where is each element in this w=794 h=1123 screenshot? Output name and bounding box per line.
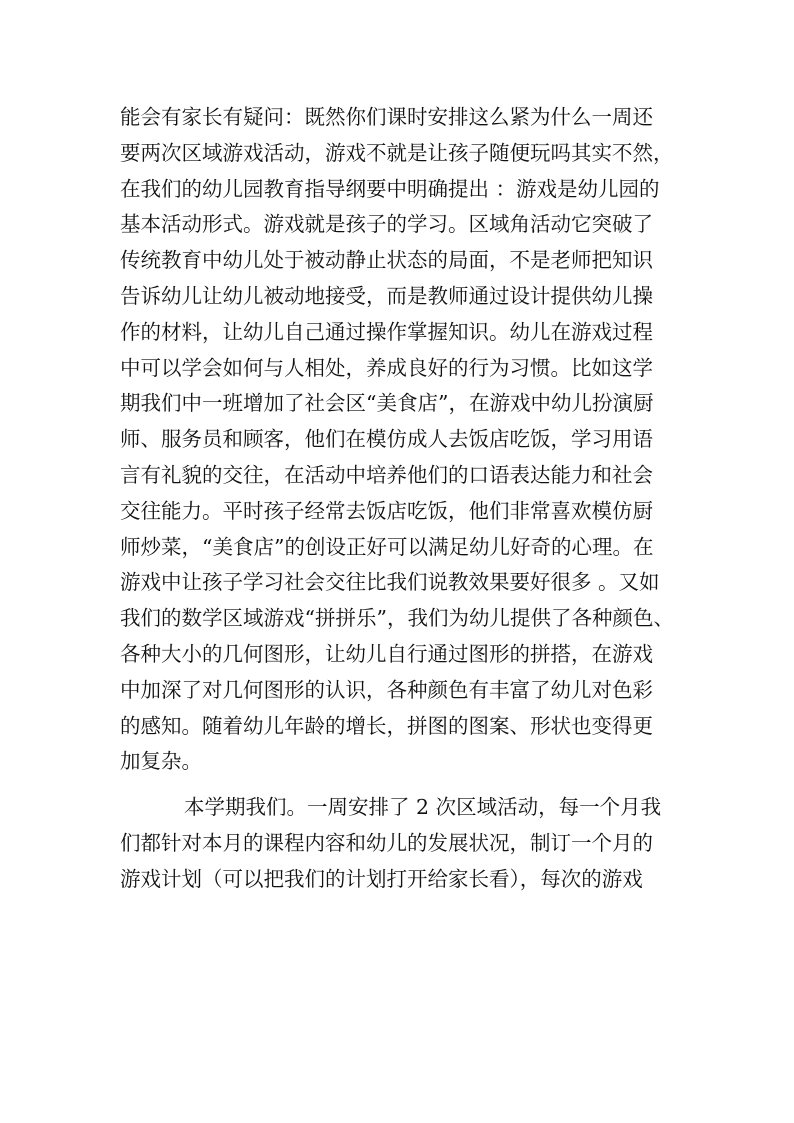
document-body [120, 100, 680, 898]
text-line: 各种大小的几何图形，让幼儿自行通过图形的拼搭，在游戏 [120, 641, 653, 666]
text-line: 交往能力。平时孩子经常去饭店吃饭，他们非常喜欢模仿厨 [120, 498, 653, 523]
text-line: 我们的数学区域游戏“拼拼乐”，我们为幼儿提供了各种颜色、 [120, 606, 674, 631]
text-line: 游戏中让孩子学习社会交往比我们说教效果要好很多 。又如 [120, 570, 660, 595]
text-line: 作的材料，让幼儿自己通过操作掌握知识。幼儿在游戏过程 [120, 319, 653, 344]
text-line: 期我们中一班增加了社会区“美食店”，在游戏中幼儿扮演厨 [120, 391, 654, 416]
text-line: 基本活动形式。游戏就是孩子的学习。区域角活动它突破了 [120, 212, 653, 237]
text-line: 在我们的幼儿园教育指导纲要中明确提出 ：游戏是幼儿园的 [120, 176, 660, 201]
text-line: 告诉幼儿让幼儿被动地接受，而是教师通过设计提供幼儿操 [120, 283, 653, 308]
text-line: 们都针对本月的课程内容和幼儿的发展状况，制订一个月的 [120, 830, 653, 855]
text-line: 传统教育中幼儿处于被动静止状态的局面，不是老师把知识 [120, 248, 653, 273]
text-line: 中加深了对几何图形的认识，各种颜色有丰富了幼儿对色彩 [120, 677, 653, 702]
text-line: 要两次区域游戏活动，游戏不就是让孩子随便玩吗其实不然， [120, 140, 674, 165]
text-line: 中可以学会如何与人相处，养成良好的行为习惯。比如这学 [120, 355, 653, 380]
text-line: 师炒菜，“美食店”的创设正好可以满足幼儿好奇的心理。在 [120, 534, 654, 559]
text-line: 本学期我们。一周安排了 2 次区域活动，每一个月我 [184, 795, 662, 820]
text-line: 能会有家长有疑问：既然你们课时安排这么紧为什么一周还 [120, 105, 653, 129]
text-line: 言有礼貌的交往，在活动中培养他们的口语表达能力和社会 [120, 462, 653, 487]
text-line: 游戏计划（可以把我们的计划打开给家长看），每次的游戏 [120, 866, 643, 891]
text-line: 加复杂。 [120, 749, 202, 774]
text-line: 的感知。随着幼儿年龄的增长，拼图的图案、形状也变得更 [120, 713, 653, 738]
paragraph-1 [120, 100, 680, 780]
paragraph-2 [120, 790, 680, 897]
text-line: 师、服务员和顾客，他们在模仿成人去饭店吃饭，学习用语 [120, 427, 653, 452]
